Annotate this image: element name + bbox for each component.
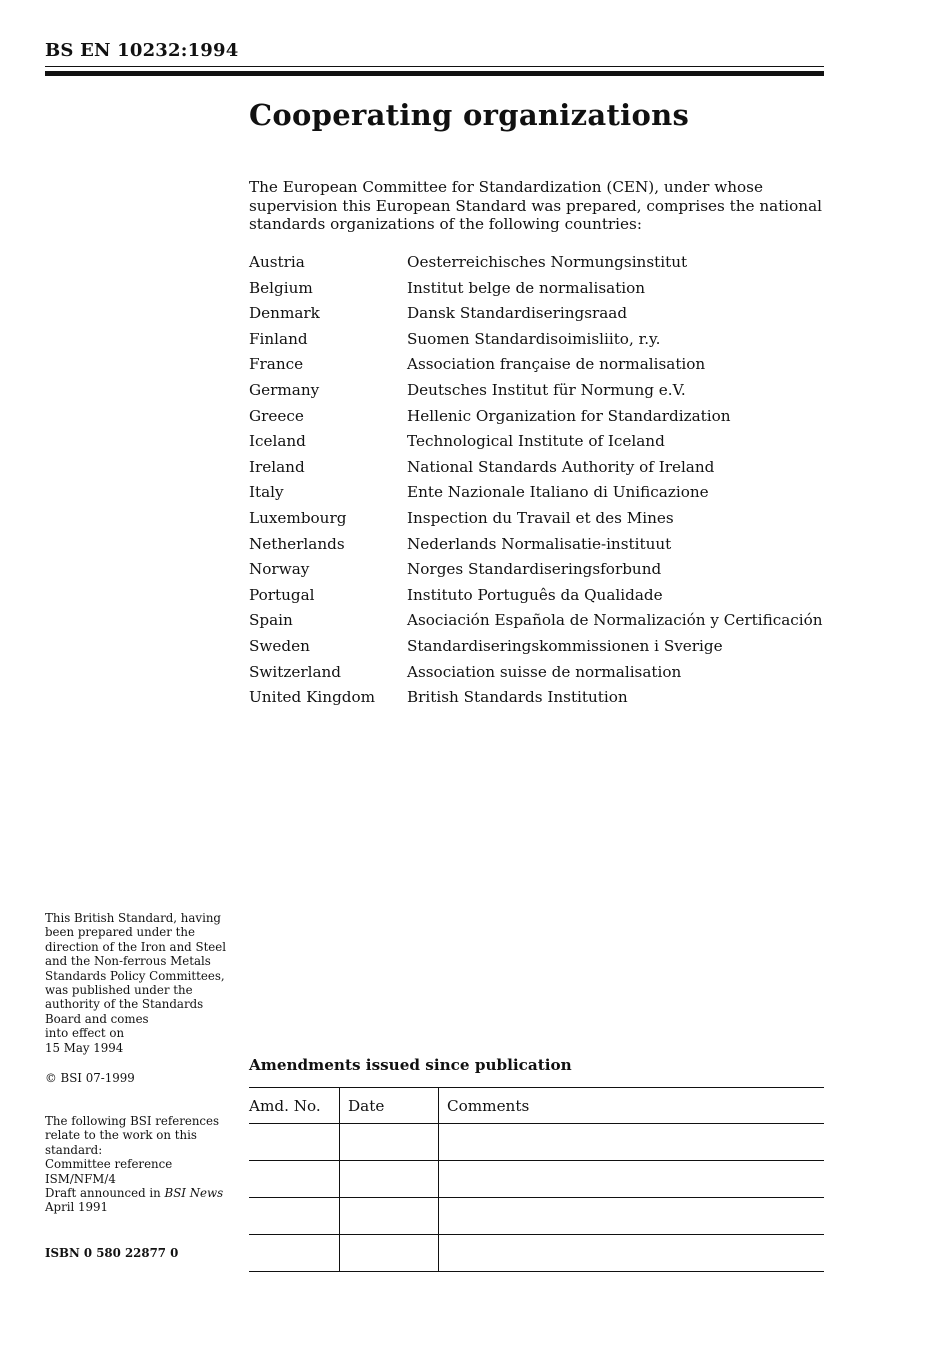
organization-name: Inspection du Travail et des Mines xyxy=(407,508,674,527)
date-cell xyxy=(340,1124,439,1161)
draft-announcement xyxy=(45,1186,230,1200)
organization-row xyxy=(249,557,829,583)
draft-prefix: Draft announced in xyxy=(45,1186,165,1201)
organization-row xyxy=(249,327,829,353)
organization-row xyxy=(249,532,829,558)
organization-name: Instituto Português da Qualidade xyxy=(407,585,663,604)
page-title: Cooperating organizations xyxy=(249,98,690,132)
amendments-title: Amendments issued since publication xyxy=(249,1056,572,1074)
header-rule-thin xyxy=(45,66,824,67)
draft-publication: BSI News xyxy=(164,1186,224,1201)
amd-no-cell xyxy=(249,1124,340,1161)
comments-header: Comments xyxy=(439,1088,825,1124)
organization-row xyxy=(249,378,829,404)
date-header: Date xyxy=(340,1088,439,1124)
sidebar-line: into effect on xyxy=(45,1026,125,1041)
bsi-references xyxy=(45,1114,230,1215)
organization-name: Technological Institute of Iceland xyxy=(407,432,665,451)
country-name: Belgium xyxy=(249,278,313,297)
organization-row xyxy=(249,480,829,506)
sidebar-line: relate to the work on this xyxy=(45,1128,197,1143)
organization-name: Deutsches Institut für Normung e.V. xyxy=(407,380,686,399)
date-cell xyxy=(340,1161,439,1198)
organization-name: Ente Nazionale Italiano di Unificazione xyxy=(407,483,709,502)
bottom-rule xyxy=(249,1271,824,1272)
organization-name: Oesterreichisches Normungsinstitut xyxy=(407,253,688,271)
country-name: Portugal xyxy=(249,585,315,604)
organization-row xyxy=(249,352,829,378)
country-name: Greece xyxy=(249,406,304,425)
country-name: Iceland xyxy=(249,432,306,451)
amd-no-cell xyxy=(249,1161,340,1198)
amendment-row xyxy=(249,1198,824,1235)
sidebar-line: was published under the xyxy=(45,983,193,998)
country-name: Italy xyxy=(249,483,284,502)
date-cell xyxy=(340,1235,439,1272)
organization-name: Institut belge de normalisation xyxy=(407,278,646,297)
publication-statement xyxy=(45,911,230,1055)
organization-row xyxy=(249,276,829,302)
intro-paragraph: The European Committee for Standardization (CEN), under whose supervision this European Standard was prepared, comprises the national standards organizations of the following countries: xyxy=(249,178,823,233)
country-name: Germany xyxy=(249,380,320,399)
organization-row xyxy=(249,685,829,711)
copyright: © BSI 07-1999 xyxy=(45,1071,135,1085)
sidebar-line: Standards Policy Committees, xyxy=(45,968,225,983)
draft-date: April 1991 xyxy=(45,1200,109,1215)
sidebar-line: authority of the Standards xyxy=(45,997,204,1012)
organization-name: Suomen Standardisoimisliito, r.y. xyxy=(407,329,661,348)
comments-cell xyxy=(439,1124,825,1161)
document-id: BS EN 10232:1994 xyxy=(45,40,239,61)
sidebar-line: been prepared under the xyxy=(45,925,195,940)
organization-row xyxy=(249,429,829,455)
organization-name: Asociación Española de Normalización y Certificación xyxy=(407,611,823,630)
sidebar-line: The following BSI references xyxy=(45,1114,220,1128)
sidebar-line: 15 May 1994 xyxy=(45,1040,124,1055)
amendment-row xyxy=(249,1235,824,1272)
organization-name: Nederlands Normalisatie-instituut xyxy=(407,534,672,553)
amd-no-header: Amd. No. xyxy=(249,1088,340,1124)
isbn: ISBN 0 580 22877 0 xyxy=(45,1246,179,1260)
organization-name: Association française de normalisation xyxy=(407,355,706,374)
sidebar-line: Committee reference xyxy=(45,1157,173,1172)
organization-row xyxy=(249,583,829,609)
country-name: Sweden xyxy=(249,636,310,655)
date-cell xyxy=(340,1198,439,1235)
amd-no-cell xyxy=(249,1198,340,1235)
comments-cell xyxy=(439,1161,825,1198)
organization-row xyxy=(249,634,829,660)
sidebar-line: ISM/NFM/4 xyxy=(45,1171,116,1186)
country-name: France xyxy=(249,355,304,374)
organizations-list xyxy=(249,250,829,711)
comments-cell xyxy=(439,1235,825,1272)
country-name: Norway xyxy=(249,560,310,579)
country-name: Spain xyxy=(249,611,293,630)
country-name: Netherlands xyxy=(249,534,345,553)
organization-name: Hellenic Organization for Standardization xyxy=(407,406,731,425)
organization-row xyxy=(249,301,829,327)
country-name: Denmark xyxy=(249,304,320,323)
country-name: Luxembourg xyxy=(249,508,347,527)
sidebar-line: This British Standard, having xyxy=(45,911,221,925)
sidebar-line: Board and comes xyxy=(45,1011,149,1026)
organization-row xyxy=(249,404,829,430)
organization-row xyxy=(249,250,829,276)
organization-row xyxy=(249,660,829,686)
organization-name: National Standards Authority of Ireland xyxy=(407,457,715,476)
sidebar-line: standard: xyxy=(45,1142,103,1157)
organization-name: Dansk Standardiseringsraad xyxy=(407,304,628,323)
organization-name: British Standards Institution xyxy=(407,688,628,707)
sidebar-line: and the Non-ferrous Metals xyxy=(45,954,211,969)
amd-no-cell xyxy=(249,1235,340,1272)
country-name: Austria xyxy=(249,253,305,271)
organization-row xyxy=(249,506,829,532)
amendments-table xyxy=(249,1087,824,1272)
sidebar-line: direction of the Iron and Steel xyxy=(45,939,227,954)
organization-name: Association suisse de normalisation xyxy=(407,662,682,681)
comments-cell xyxy=(439,1198,825,1235)
organization-row xyxy=(249,608,829,634)
organization-name: Standardiseringskommissionen i Sverige xyxy=(407,636,723,655)
header-rule-thick xyxy=(45,71,824,76)
country-name: Finland xyxy=(249,329,308,348)
country-name: United Kingdom xyxy=(249,688,376,707)
country-name: Ireland xyxy=(249,457,305,476)
organization-row xyxy=(249,455,829,481)
country-name: Switzerland xyxy=(249,662,342,681)
amendment-row xyxy=(249,1124,824,1161)
organization-name: Norges Standardiseringsforbund xyxy=(407,560,662,579)
amendment-row xyxy=(249,1161,824,1198)
